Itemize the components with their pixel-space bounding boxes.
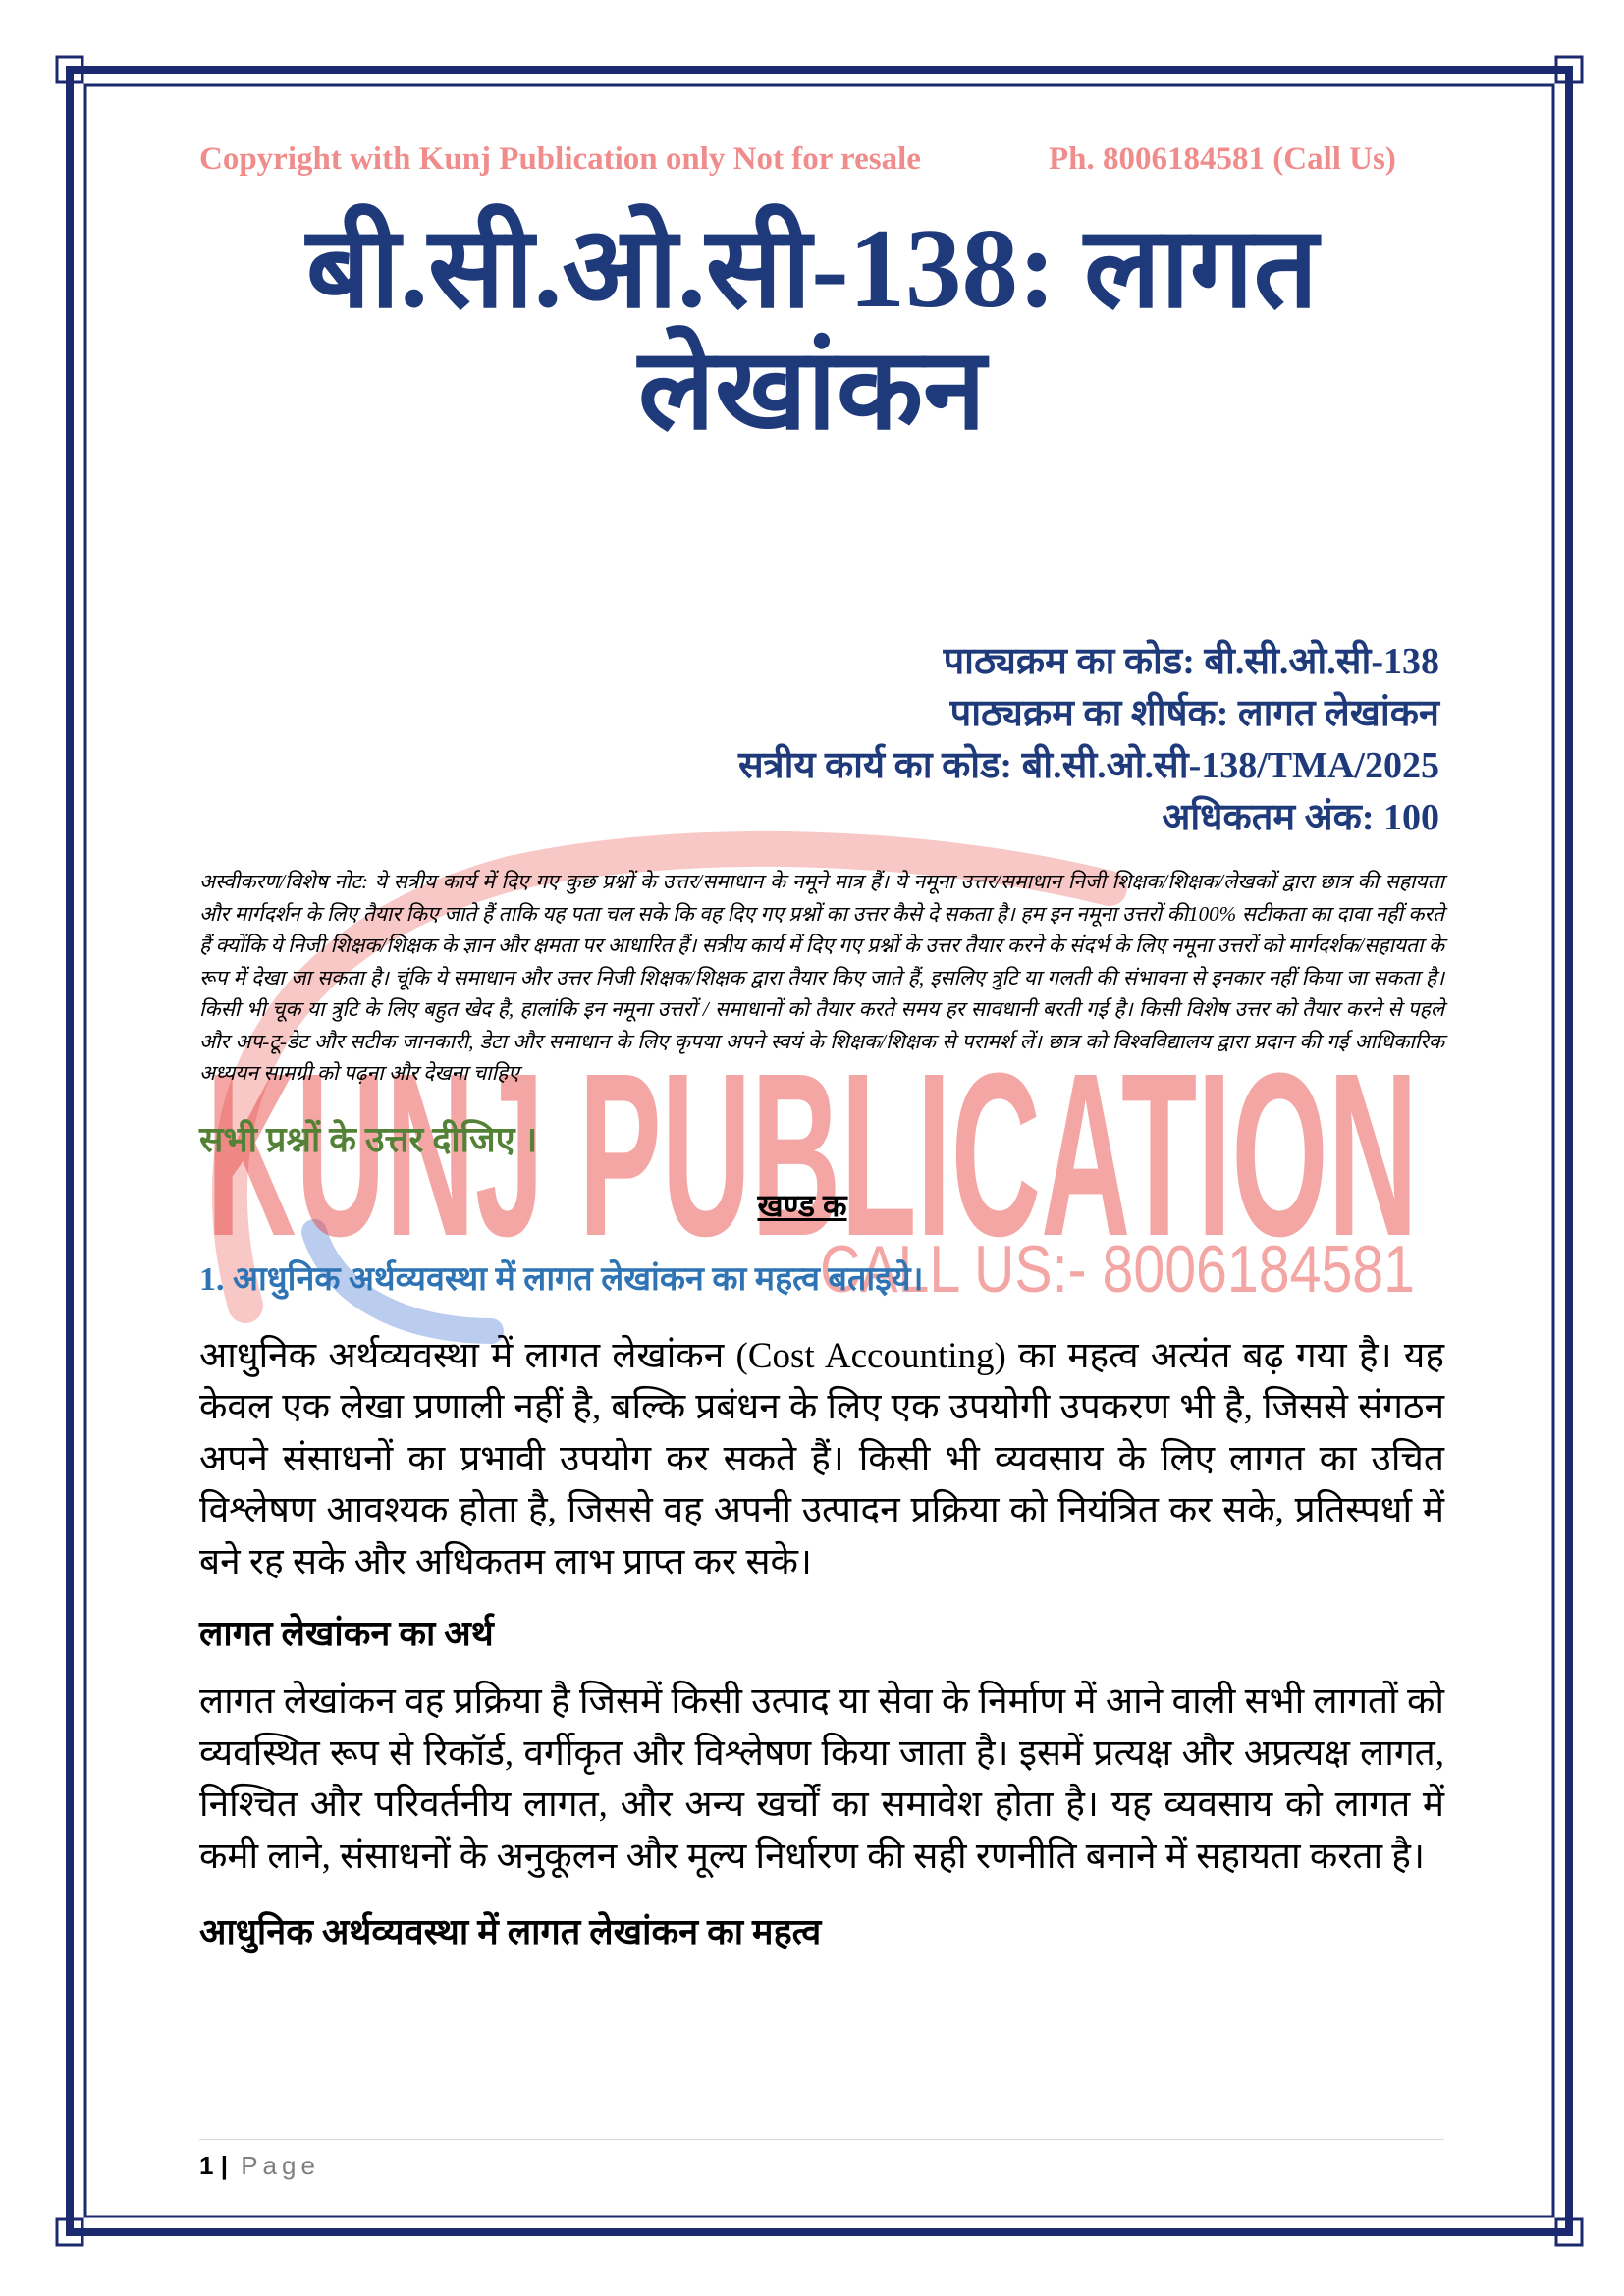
heading-importance: आधुनिक अर्थव्यवस्था में लागत लेखांकन का महत्व [199,1912,822,1951]
question-1: 1. आधुनिक अर्थव्यवस्था में लागत लेखांकन का महत्व बताइये। [199,1260,924,1298]
max-marks-line [199,792,1439,844]
course-title-value: लागत लेखांकन [1237,693,1439,734]
answer-meaning-paragraph: लागत लेखांकन वह प्रक्रिया है जिसमें किसी उत्पाद या सेवा के निर्माण में आने वाली सभी लागतों को व्यवस्थित रूप से रिकॉर्ड, वर्गीकृत और विश्लेषण किया जाता है। इसमें प्रत्यक्ष और अप्रत्यक्ष लागत, निश्चित और परिवर्तनीय लागत, और अन्य खर्चों का समावेश होता है। यह व्यवसाय को लागत में कमी लाने, संसाधनों के अनुकूलन और मूल्य निर्धारण की सही रणनीति बनाने में सहायता करता है। [199,1682,1444,1877]
course-title-line [199,688,1439,740]
course-info-block [199,636,1444,844]
course-code-label: पाठ्यक्रम का कोड: [943,641,1195,682]
page-footer [199,2151,320,2180]
course-title-label: पाठ्यक्रम का शीर्षक: [949,693,1229,734]
assignment-code-value: बी.सी.ओ.सी-138/TMA/2025 [1021,745,1439,786]
section-heading-label: खण्ड क [757,1187,847,1223]
document-title [98,208,1526,452]
footer-separator: | [220,2151,228,2180]
section-heading [199,1186,1444,1225]
instruction-text: सभी प्रश्नों के उत्तर दीजिए । [199,1119,538,1159]
page-number: 1 [199,2151,214,2180]
watermark-phone-text: CALL US:- 8006184581 [820,1232,1415,1307]
course-code-value: बी.सी.ओ.सी-138 [1204,641,1439,682]
assignment-code-line [199,740,1439,792]
contact-phone: Ph. 8006184581 (Call Us) [1049,141,1396,177]
heading-meaning: लागत लेखांकन का अर्थ [199,1614,494,1653]
watermark-brand-text: KUNJ PUBLICATION [206,1025,1418,1285]
assignment-code-label: सत्रीय कार्य का कोड: [737,745,1013,786]
page-label: Page [241,2151,320,2180]
course-code-line [199,636,1439,688]
answer-intro-paragraph: आधुनिक अर्थव्यवस्था में लागत लेखांकन (Cost Accounting) का महत्व अत्यंत बढ़ गया है। यह केवल एक लेखा प्रणाली नहीं है, बल्कि प्रबंधन के लिए एक उपयोगी उपकरण भी है, जिससे संगठन अपने संसाधनों का प्रभावी उपयोग कर सकते हैं। किसी भी व्यवसाय के लिए लागत का उचित विश्लेषण आवश्यक होता है, जिससे वह अपनी उत्पादन प्रक्रिया को नियंत्रित कर सके, प्रतिस्पर्धा में बने रह सके और अधिकतम लाभ प्राप्त कर सके। [199,1335,1444,1582]
title-line-1: बी.सी.ओ.सी-138: लागत [305,206,1319,331]
disclaimer-note: अस्वीकरण/विशेष नोट: ये सत्रीय कार्य में दिए गए कुछ प्रश्नों के उत्तर/समाधान के नमूने मात्र हैं। ये नमूना उत्तर/समाधान निजी शिक्षक/शिक्षक/लेखकों द्वारा छात्र की सहायता और मार्गदर्शन के लिए तैयार किए जाते हैं ताकि यह पता चल सके कि वह दिए गए प्रश्नों का उत्तर कैसे दे सकता है। हम इन नमूना उत्तरों की100% सटीकता का दावा नहीं करते हैं क्योंकि ये निजी शिक्षक/शिक्षक के ज्ञान और क्षमता पर आधारित हैं। सत्रीय कार्य में दिए गए प्रश्नों के उत्तर तैयार करने के संदर्भ के लिए नमूना उत्तरों को मार्गदर्शक/सहायता के रूप में देखा जा सकता है। चूंकि ये समाधान और उत्तर निजी शिक्षक/शिक्षक द्वारा तैयार किए जाते हैं, इसलिए त्रुटि या गलती की संभावना से इनकार नहीं किया जा सकता है। किसी भी चूक या त्रुटि के लिए बहुत खेद है, हालांकि इन नमूना उत्तरों / समाधानों को तैयार करते समय हर सावधानी बरती गई है। किसी विशेष उत्तर को तैयार करने से पहले और अप-टू-डेट और सटीक जानकारी, डेटा और समाधान के लिए कृपया अपने स्वयं के शिक्षक/शिक्षक से परामर्श लें। छात्र को विश्वविद्यालय द्वारा प्रदान की गई आधिकारिक अध्ययन सामग्री को पढ़ना और देखना चाहिए [199,870,1444,1085]
max-marks-label: अधिकतम अंक: [1162,797,1375,838]
copyright-notice: Copyright with Kunj Publication only Not for resale [199,141,921,177]
main-column [199,636,1444,1955]
max-marks-value: 100 [1383,797,1439,838]
footer-divider [199,2139,1444,2140]
title-line-2: लेखांकन [638,328,986,453]
